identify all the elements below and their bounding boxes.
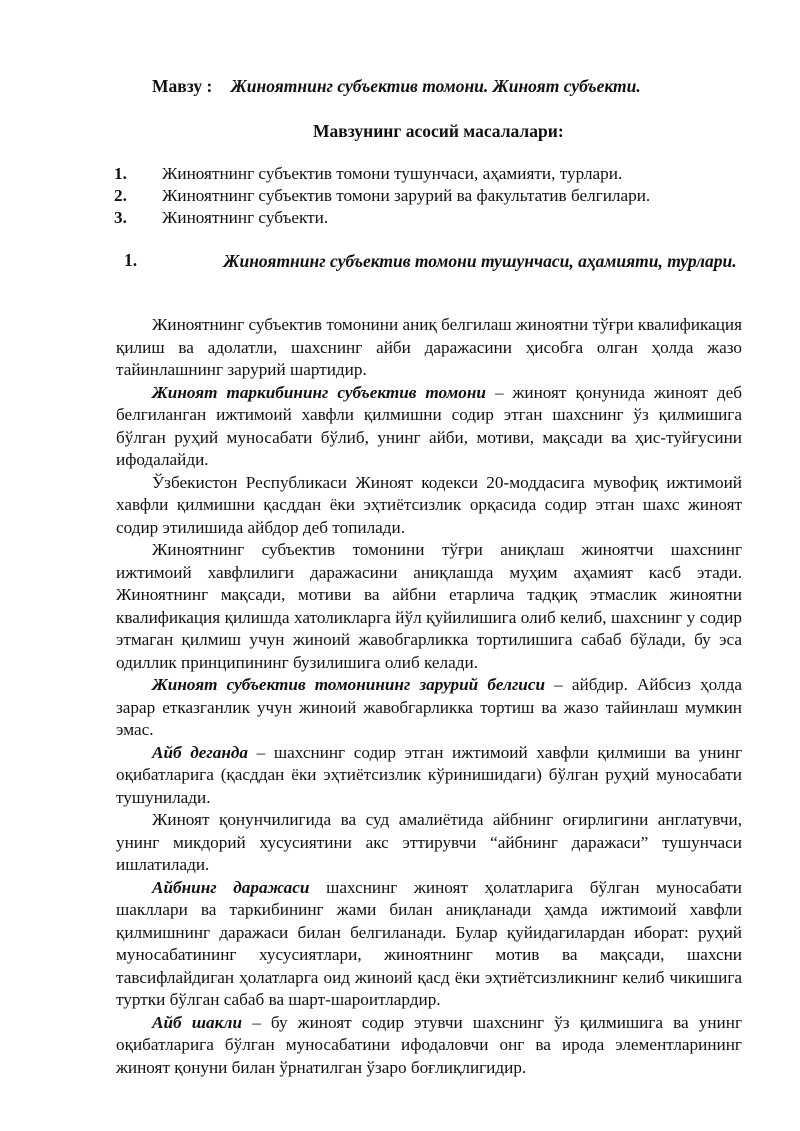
topic-line	[152, 76, 641, 97]
issue-text: Жиноятнинг субъектив томони тушунчаси, аҳамияти, турлари.	[162, 164, 623, 183]
issue-item-1	[114, 163, 734, 185]
topic-label: Мавзу :	[152, 76, 213, 96]
paragraph	[116, 472, 742, 540]
issue-item-2	[114, 185, 734, 207]
paragraph	[116, 382, 742, 472]
section-title: Жиноятнинг субъектив томони тушунчаси, аҳамияти, турлари.	[223, 251, 737, 271]
issues-heading: Мавзунинг асосий масалалари:	[313, 121, 564, 141]
issue-item-3	[114, 207, 734, 229]
paragraph	[116, 539, 742, 674]
issue-number: 1.	[114, 164, 127, 183]
paragraph-term: Айб шакли	[152, 1012, 243, 1032]
paragraph-term: Айбнинг даражаси	[152, 877, 310, 897]
paragraph	[116, 809, 742, 877]
paragraph-text: Жиноятнинг субъектив томонини тўғри аниқлаш жиноятчи шахснинг ижтимоий хавфлилиги даражасини аниқлашда муҳим аҳамият касб этади. Жиноятнинг мақсади, мотиви ва айбни етарлича тадқиқ этмаслик жиноятни квалификация қилишда хатоликларга йўл қуйилишига олиб келиб, шахснинг у содир этмаган қилмиш учун жиноий жавобгарликка тортилишига сабаб бўлади, бу эса одиллик принципининг бузилишига олиб келади.	[116, 540, 742, 672]
paragraph-text: – айбдир. Айбсиз ҳолда зарар етказганлик учун жиноий жавобгарликка тортиш ва жазо тайинлаш мумкин эмас.	[116, 675, 742, 739]
paragraph	[116, 674, 742, 742]
paragraph-text: шахснинг жиноят ҳолатларига бўлган муносабати шакллари ва таркибининг жами билан аниқланади ҳамда ижтимоий хавфли қилмишнинг даражаси билан белгиланади. Булар қуйидагилардан иборат: руҳий муносабатининг хусусиятлари, жиноятнинг мотив ва мақсади, шахсни тавсифлайдиган ҳолатларга оид жиноий қасд ёки эҳтиётсизликнинг келиб чикишига туртки бўлган сабаб ва шарт-шароитлардир.	[116, 877, 742, 1009]
paragraph	[116, 314, 742, 382]
paragraph	[116, 877, 742, 1012]
section-number: 1.	[124, 250, 138, 270]
paragraph-term: Айб деганда	[152, 742, 248, 762]
issue-text: Жиноятнинг субъекти.	[162, 208, 329, 227]
paragraph-term: Жиноят таркибининг субъектив томони	[152, 382, 486, 402]
body-text	[116, 314, 742, 1079]
paragraph-text: Жиноятнинг субъектив томонини аниқ белгилаш жиноятни тўғри квалификация қилиш ва адолатли, шахснинг айби даражасини ҳисобга олган ҳолда жазо тайинлашнинг зарурий шартидир.	[116, 315, 742, 379]
paragraph-text: Ўзбекистон Республикаси Жиноят кодекси 20-моддасига мувофиқ ижтимоий хавфли қилмишни қасддан ёки эҳтиётсизлик орқасида содир этган шахс жиноят содир этилишида айбдор деб топилади.	[116, 472, 742, 537]
paragraph-text: – жиноят қонунида жиноят деб белгиланган ижтимоий хавфли қилмишни содир этган шахснинг ўз қилмишига бўлган руҳий муносабати бўлиб, унинг айби, мотиви, мақсади ва ҳис-туйғусини ифодалайди.	[116, 382, 742, 469]
paragraph-text: – шахснинг содир этган ижтимоий хавфли қилмиши ва унинг оқибатларига (қасддан ёки эҳтиётсизлик кўринишидаги) бўлган руҳий муносабати тушунилади.	[116, 742, 742, 807]
issue-number: 3.	[114, 208, 127, 227]
paragraph-text: Жиноят қонунчилигида ва суд амалиётида айбнинг оғирлигини англатувчи, унинг микдорий хусусиятини акс эттирувчи “айбнинг даражаси” тушунчаси ишлатилади.	[116, 810, 742, 874]
paragraph-term: Жиноят субъектив томонининг зарурий белгиси	[152, 675, 546, 694]
paragraph-text: – бу жиноят содир этувчи шахснинг ўз қилмишига ва унинг оқибатларига бўлган муносабатини ифодаловчи онг ва ирода элементларининг жиноят қонуни билан ўрнатилган ўзаро боғлиқлигидир.	[116, 1012, 743, 1077]
issue-text: Жиноятнинг субъектив томони зарурий ва факультатив белгилари.	[162, 186, 651, 205]
topic-title: Жиноятнинг субъектив томони. Жиноят субъекти.	[230, 76, 641, 96]
issue-number: 2.	[114, 186, 127, 205]
paragraph	[116, 742, 742, 810]
paragraph	[116, 1012, 742, 1080]
issues-list	[114, 163, 734, 229]
